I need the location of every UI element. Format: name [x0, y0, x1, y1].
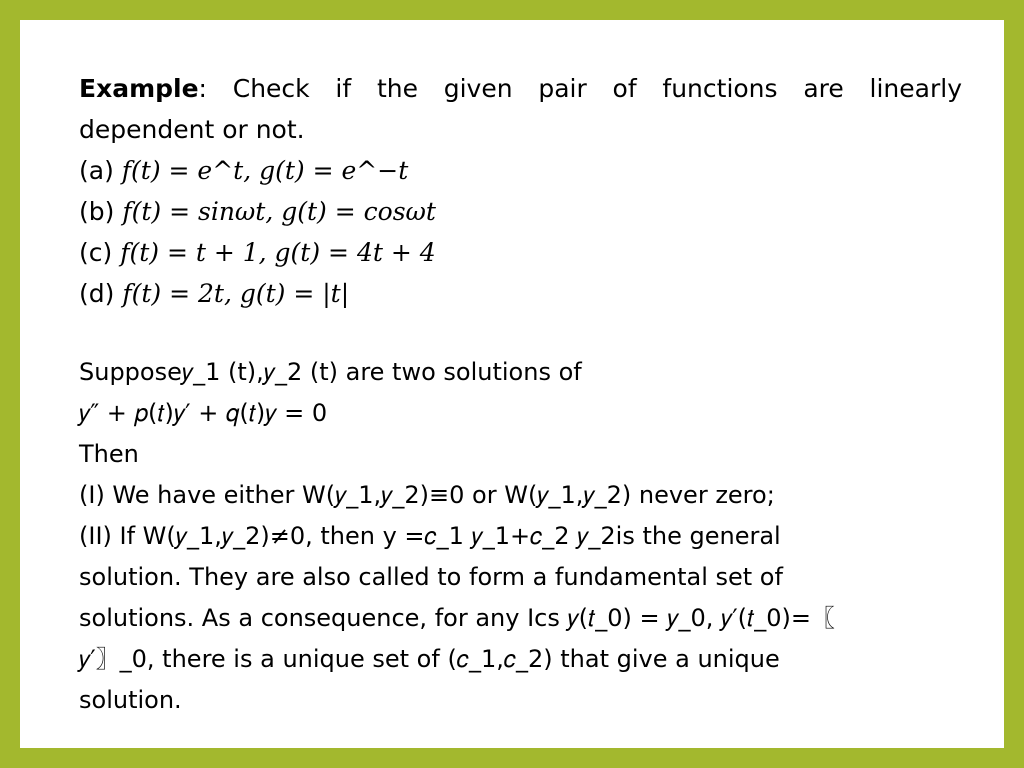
example-line-1 [79, 68, 962, 109]
theorem-line-7: solutions. As a consequence, for any Ics 𝑦(𝑡_0) = 𝑦_0, 𝑦′(𝑡_0)=〖 [79, 604, 835, 632]
example-label: Example [79, 74, 199, 103]
example-line-2: dependent or not. [79, 115, 305, 144]
item-a [79, 150, 962, 191]
theorem-block [79, 352, 962, 721]
theorem-line-4: (I) We have either W(𝑦_1,𝑦_2)≡0 or W(𝑦_1,𝑦_2) never zero; [79, 481, 775, 509]
item-c [79, 232, 962, 273]
item-c-label: (c) [79, 238, 113, 267]
theorem-line-5: (II) If W(𝑦_1,𝑦_2)≠0, then y =𝑐_1 𝑦_1+𝑐_2 𝑦_2is the general [79, 522, 781, 550]
item-c-math: 𝑓(𝑡) = 𝑡 + 1, 𝑔(𝑡) = 4𝑡 + 4 [120, 238, 436, 267]
item-a-label: (a) [79, 156, 114, 185]
item-b-math: 𝑓(𝑡) = sin𝜔𝑡, 𝑔(𝑡) = cos𝜔𝑡 [122, 197, 436, 226]
item-d [79, 273, 962, 314]
item-b-label: (b) [79, 197, 115, 226]
theorem-line-9: solution. [79, 686, 182, 714]
item-b [79, 191, 962, 232]
item-d-label: (d) [79, 279, 115, 308]
example-text: : Check if the given pair of functions are linearly [198, 74, 962, 103]
theorem-line-8: 𝑦′〗_0, there is a unique set of (𝑐_1,𝑐_2) that give a unique [79, 645, 780, 673]
theorem-line-2: 𝑦″ + 𝑝(𝑡)𝑦′ + 𝑞(𝑡)𝑦 = 0 [79, 399, 328, 427]
spacer [79, 314, 962, 352]
theorem-line-3: Then [79, 440, 139, 468]
slide [20, 20, 1004, 748]
slide-content [79, 68, 962, 721]
theorem-line-6: solution. They are also called to form a fundamental set of [79, 563, 783, 591]
item-d-math: 𝑓(𝑡) = 2𝑡, 𝑔(𝑡) = |𝑡| [122, 279, 350, 308]
item-a-math: 𝑓(𝑡) = 𝑒^𝑡, 𝑔(𝑡) = 𝑒^−𝑡 [121, 156, 409, 185]
theorem-line-1: Suppose𝑦_1 (t),𝑦_2 (t) are two solutions of [79, 358, 582, 386]
